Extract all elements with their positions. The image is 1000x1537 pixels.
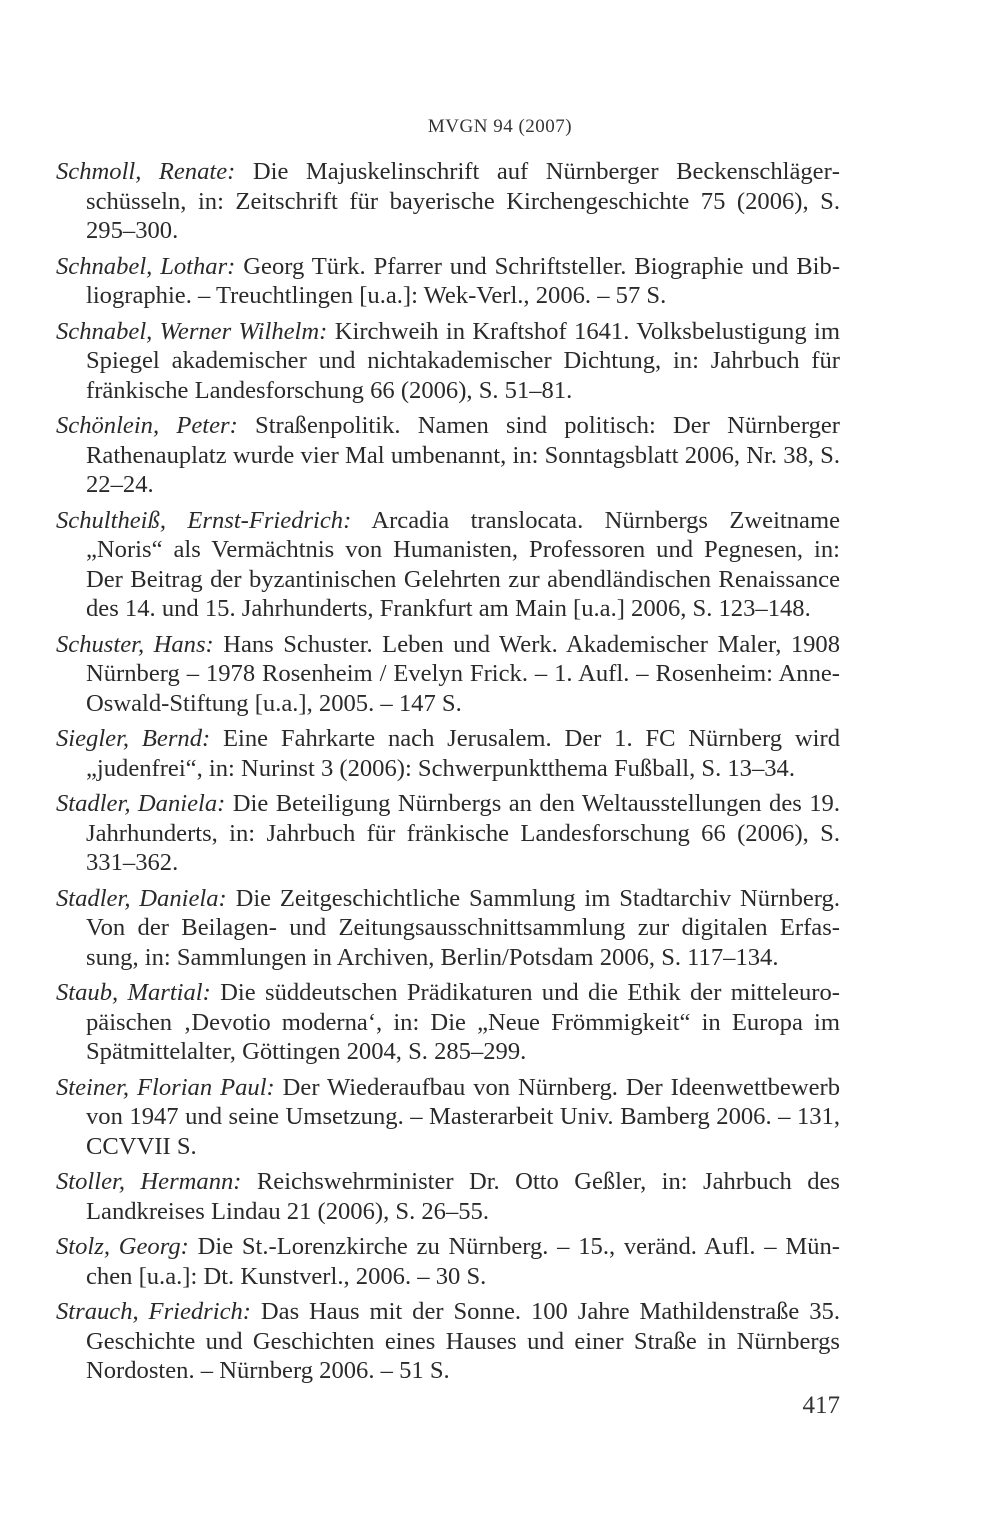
bibliography-entry: [56, 630, 840, 719]
entry-text: Hans Schuster. Leben und Werk. Akademischer Maler, 1908 Nürnberg – 1978 Rosenheim / Evelyn Frick. – 1. Aufl. – Rosenheim: Anne-Oswald-Stiftung [u.a.], 2005. – 147 S.: [86, 630, 841, 717]
entry-text: Die Beteiligung Nürnbergs an den Weltausstellungen des 19. Jahrhunderts, in: Jahrbuch für fränkische Landesforschung 66 (2006), S. 331–362.: [86, 790, 840, 876]
entry-text: Die St.-Lorenzkirche zu Nürnberg. – 15., veränd. Aufl. – München [u.a.]: Dt. Kunstverl., 2006. – 30 S.: [86, 1233, 840, 1290]
entry-text: Die Majuskelinschrift auf Nürnberger Beckenschlägerschüsseln, in: Zeitschrift für bayerische Kirchengeschichte 75 (2006), S. 295–300.: [86, 158, 840, 244]
bibliography-entry: [56, 1073, 840, 1162]
entry-text: Die süddeutschen Prädikaturen und die Ethik der mitteleuropäischen ‚Devotio moderna‘, in: Die „Neue Frömmigkeit“ in Europa im Spätmittelalter, Göttingen 2004, S. 285–299.: [86, 979, 840, 1065]
entry-author: Stoller, Hermann:: [56, 1168, 242, 1195]
entry-author: Schnabel, Lothar:: [56, 252, 236, 280]
page-number: 417: [802, 1392, 840, 1419]
entry-text: Das Haus mit der Sonne. 100 Jahre Mathildenstraße 35. Geschichte und Geschichten eines Hauses und einer Straße in Nürnbergs Nordosten. – Nürnberg 2006. – 51 S.: [86, 1298, 840, 1384]
bibliography-entry: [56, 1297, 840, 1386]
entry-author: Schuster, Hans:: [56, 630, 214, 658]
entry-text: Der Wiederaufbau von Nürnberg. Der Ideenwettbewerb von 1947 und seine Umsetzung. – Masterarbeit Univ. Bamberg 2006. – 131, CCVVII S.: [86, 1073, 840, 1160]
bibliography-entry: [56, 157, 840, 246]
entry-text: Straßenpolitik. Namen sind politisch: Der Nürnberger Rathenauplatz wurde vier Mal umbenannt, in: Sonntagsblatt 2006, Nr. 38, S. 22–24.: [86, 412, 840, 498]
entry-text: Kirchweih in Kraftshof 1641. Volksbelustigung im Spiegel akademischer und nichtakademischer Dichtung, in: Jahrbuch für fränkische Landesforschung 66 (2006), S. 51–81.: [86, 317, 840, 404]
entry-author: Schmoll, Renate:: [56, 158, 236, 185]
bibliography-entry: [56, 506, 840, 624]
entry-text: Reichswehrminister Dr. Otto Geßler, in: Jahrbuch des Landkreises Lindau 21 (2006), S. 26–55.: [86, 1168, 840, 1225]
entry-author: Schönlein, Peter:: [56, 412, 238, 439]
bibliography-entry: [56, 724, 840, 783]
bibliography-entry: [56, 884, 840, 973]
running-head: MVGN 94 (2007): [427, 116, 573, 137]
bibliography-entry: [56, 978, 840, 1067]
entry-author: Schnabel, Werner Wilhelm:: [56, 317, 328, 345]
entry-author: Schultheiß, Ernst-Friedrich:: [56, 506, 352, 534]
entry-author: Strauch, Friedrich:: [56, 1298, 251, 1325]
entry-text: Eine Fahrkarte nach Jerusalem. Der 1. FC Nürnberg wird „judenfrei“, in: Nurinst 3 (2006): Schwerpunktthema Fußball, S. 13–34.: [86, 725, 840, 782]
bibliography-entry: [56, 1167, 840, 1226]
entry-author: Siegler, Bernd:: [56, 725, 211, 752]
entry-author: Staub, Martial:: [56, 979, 211, 1006]
entry-author: Stadler, Daniela:: [56, 884, 227, 912]
entry-text: Die Zeitgeschichtliche Sammlung im Stadtarchiv Nürnberg. Von der Beilagen- und Zeitungsausschnittsammlung zur digitalen Erfassung, in: Sammlungen in Archiven, Berlin/Potsdam 2006, S. 117–134.: [86, 884, 840, 971]
entry-text: Georg Türk. Pfarrer und Schriftsteller. Biographie und Bibliographie. – Treuchtlingen [u.a.]: Wek-Verl., 2006. – 57 S.: [86, 252, 841, 309]
entry-author: Stolz, Georg:: [56, 1233, 189, 1260]
bibliography-list: [56, 157, 840, 1392]
bibliography-entry: [56, 411, 840, 500]
bibliography-entry: [56, 789, 840, 878]
bibliography-entry: [56, 252, 840, 311]
bibliography-entry: [56, 317, 840, 406]
bibliography-entry: [56, 1232, 840, 1291]
entry-author: Stadler, Daniela:: [56, 790, 226, 817]
entry-text: Arcadia translocata. Nürnbergs Zweitname „Noris“ als Vermächtnis von Humanisten, Professoren und Pegnesen, in: Der Beitrag der byzantinischen Gelehrten zur abendländischen Renaissance des 14. und 15. Jahrhunderts, Frankfurt am Main [u.a.] 2006, S. 123–148.: [86, 506, 841, 622]
entry-author: Steiner, Florian Paul:: [56, 1073, 275, 1101]
